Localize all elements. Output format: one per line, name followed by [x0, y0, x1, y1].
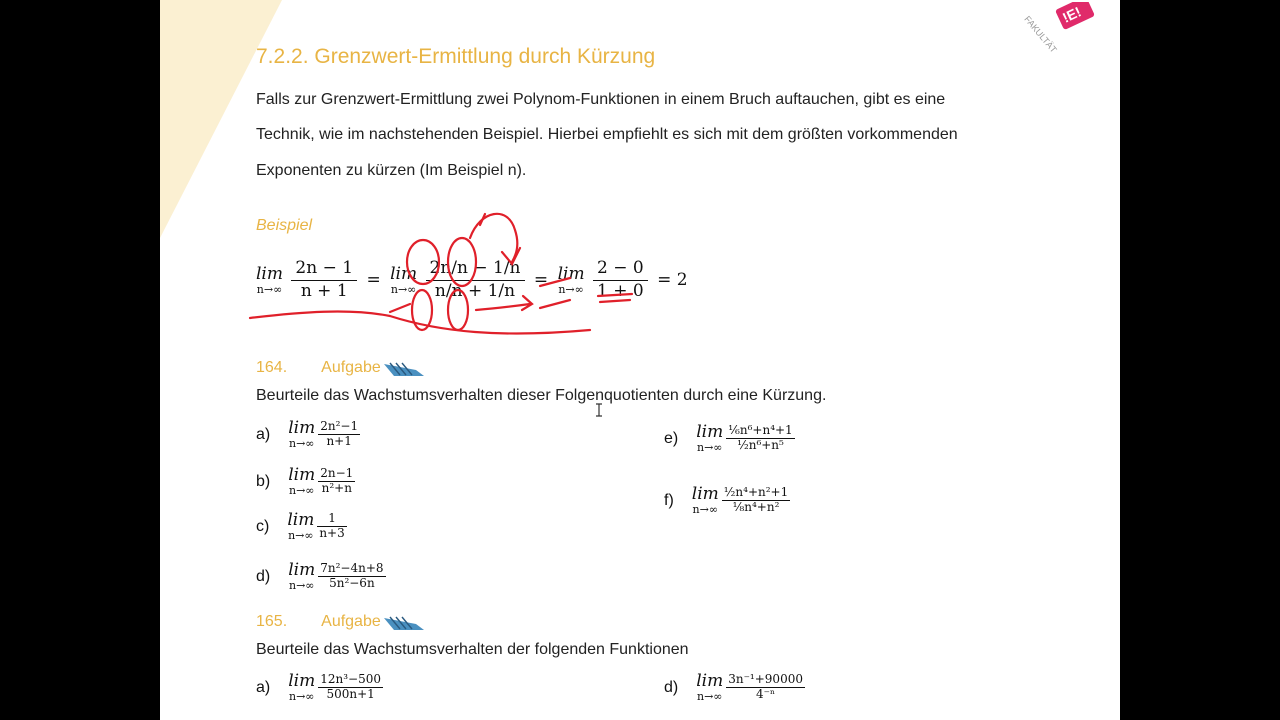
beispiel-label: Beispiel: [256, 217, 313, 234]
document-page: [160, 0, 1120, 720]
lim-operator: lim n→∞: [557, 263, 585, 296]
task-164-number: 164.: [256, 359, 288, 376]
task-164-item-b: b) lim n→∞ $\frac{2n-1}{\text{n²+n}}$: [256, 465, 354, 497]
lim-operator: lim n→∞: [256, 263, 283, 296]
intro-line-1: Falls zur Grenzwert-Ermittlung zwei Polynom-Funktionen in einem Bruch auftauchen, gibt es eine: [256, 91, 946, 108]
task-164-item-d: d) lim n→∞ $\frac{\text{7n²−4n+8}}{\text{5n²−6n}}$: [256, 560, 384, 592]
equals-sign: =: [533, 270, 549, 291]
equals-sign: =: [366, 270, 381, 291]
text-cursor-icon: [594, 403, 604, 417]
task-165-header: [256, 613, 381, 631]
task-165-text: Beurteile das Wachstumsverhalten der folgenden Funktionen: [256, 641, 689, 658]
example-fraction-2: $\frac{2n/n - 1/n}{n/n + 1/n}$: [426, 258, 525, 302]
example-result: = 2: [657, 270, 688, 291]
task-164-item-e: e) lim n→∞ $\frac{\text{⅙n⁶+n⁴+1}}{\text{½n⁶+n⁵}}$: [664, 422, 793, 454]
task-164-label: Aufgabe: [321, 359, 381, 376]
task-164-text: Beurteile das Wachstumsverhalten dieser Folgenquotienten durch eine Kürzung.: [256, 387, 827, 404]
difficulty-icon: [382, 614, 426, 632]
task-164-item-f: f) lim n→∞ $\frac{\text{½n⁴+n²+1}}{\text{⅛n⁴+n²}}$: [664, 484, 789, 516]
task-164-item-c: c) lim n→∞ $\frac{1}{n+3}$: [256, 510, 345, 542]
intro-line-3: Exponenten zu kürzen (Im Beispiel n).: [256, 162, 527, 179]
section-title: 7.2.2. Grenzwert-Ermittlung durch Kürzung: [256, 45, 656, 68]
task-165-number: 165.: [256, 613, 288, 630]
intro-line-2: Technik, wie im nachstehenden Beispiel. Hierbei empfiehlt es sich mit dem größten vorkommenden: [256, 126, 958, 143]
task-165-label: Aufgabe: [321, 613, 381, 630]
task-164-item-a: a) lim n→∞ $\frac{\text{2n²−1}}{n+1}$: [256, 418, 359, 450]
example-fraction-1: $\frac{2n - 1}{n + 1}$: [291, 258, 357, 302]
svg-text:!E!: !E!: [1059, 3, 1084, 26]
task-165-item-d: d) lim n→∞ $\frac{\text{3n⁻¹+90000}}{\text{4⁻ⁿ}}$: [664, 671, 803, 703]
task-164-header: [256, 359, 381, 377]
example-fraction-3: $\frac{2 - 0}{1 + 0}$: [593, 258, 648, 302]
lim-operator: lim n→∞: [390, 263, 418, 296]
logo-text: FAKULTÄT: [1022, 14, 1059, 55]
red-annotations: [240, 200, 660, 350]
difficulty-icon: [382, 360, 426, 378]
task-165-item-a: a) lim n→∞ $\frac{\text{12n³−500}}{500n+1}$: [256, 671, 382, 703]
